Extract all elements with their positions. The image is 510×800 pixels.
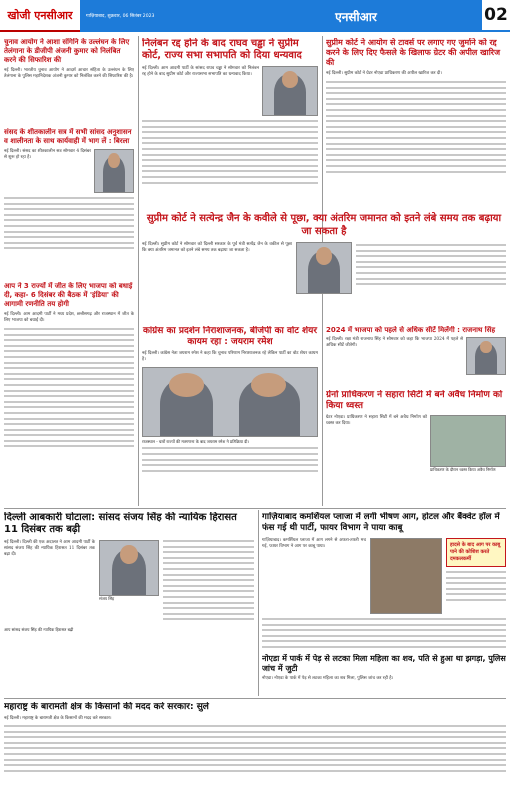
story-raghav-chadha (142, 38, 318, 206)
headline: चुनाव आयोग ने आशा संगिनि के उल्लंघन के लिए तेलंगाना के डीजीपी अंजनी कुमार को निलंबित करने की सिफारिश की (4, 38, 130, 64)
masthead (0, 0, 510, 32)
story-parliament-session (4, 128, 134, 276)
story-aap-india (4, 282, 134, 502)
column-divider (138, 36, 139, 506)
headline: महाराष्ट्र के बारामती क्षेत्र के किसानों की मदद करे सरकार: सुले (4, 702, 209, 712)
story-body: नई दिल्ली। संसद का शीतकालीन सत्र सोमवार 4 दिसंबर से शुरू हो रहा है। (4, 149, 91, 160)
headline: निलंबन रद्द होने के बाद राघव चड्ढा ने सुप्रीम कोर्ट, राज्य सभा सभापति को दिया धन्यवाद (142, 38, 302, 61)
boxed-note: हादसे के बाद आग पर काबू पाने की कोशिश करते दमकलकर्मी (446, 538, 506, 567)
photo-caption: राजस्थान - चारों राज्यों की मतगणना के बाद जयराम रमेश ने प्रतिक्रिया दी। (142, 439, 249, 444)
headline: सुप्रीम कोर्ट ने आयोग से टावर्स पर लगाए गए जुर्माने को रद्द करने के लिए दिए फैसले के खिलाफ ग्रेटर की अपील खारिज की (326, 38, 501, 67)
headline: 2024 में भाजपा को पहले से अधिक सीटें मिलेंगी : राजनाथ सिंह (326, 326, 496, 334)
story-congress (142, 326, 318, 506)
news-photo (99, 540, 159, 596)
headline: दिल्ली आबकारी घोटाला: सांसद संजय सिंह की न्यायिक हिरासत 11 दिसंबर तक बढ़ी (4, 512, 237, 535)
newspaper-brand: खोजी एनसीआर (0, 0, 80, 32)
section-divider (4, 508, 506, 509)
fire-photo (370, 538, 442, 614)
photo-caption: आप सांसद संजय सिंह की न्यायिक हिरासत बढ़ी (4, 626, 74, 632)
news-photo (94, 149, 134, 193)
story-body: नोएडा। नोएडा के पार्क में पेड़ से लटका महिला का शव मिला, पुलिस जांच कर रही है। (262, 676, 394, 681)
story-sanjay-singh (4, 512, 254, 696)
story-body: नई दिल्ली। सुप्रीम कोर्ट ने ग्रेटर नोएडा प्राधिकरण की अपील खारिज कर दी। (326, 71, 442, 76)
story-sc-towers (326, 38, 506, 208)
section-divider (4, 698, 506, 699)
story-body: नई दिल्ली। आम आदमी पार्टी के सांसद राघव चड्ढा ने सोमवार को निलंबन रद्द होने के बाद सुप्रीम कोर्ट और राज्यसभा सभापति का धन्यवाद किया। (142, 66, 259, 77)
photo-caption: संजय सिंह (99, 596, 115, 601)
story-body: ग्रेटर नोएडा। प्राधिकरण ने सहारा सिटी में बने अवैध निर्माण को ध्वस्त कर दिया। (326, 415, 427, 426)
page-number: 02 (482, 0, 510, 32)
story-baramati (4, 702, 506, 796)
story-rajnath (326, 326, 506, 388)
news-photo (262, 66, 318, 116)
headline: नोएडा में पार्क में पेड़ से लटका मिला महिला का शव, पति से हुआ था झगड़ा, पुलिस जांच में जुटी (262, 654, 506, 673)
story-body: गाज़ियाबाद। कमर्शियल प्लाजा में आग लगने से अफरा-तफरी मच गई, फायर विभाग ने आग पर काबू पाया। (262, 538, 366, 549)
story-body: नई दिल्ली। दिल्ली की एक अदालत ने आम आदमी पार्टी के सांसद संजय सिंह की न्यायिक हिरासत 11 दिसंबर तक बढ़ा दी। (4, 540, 95, 557)
masthead-bar (80, 0, 482, 32)
masthead-date: गाज़ियाबाद, शुक्रवार, 06 सितंबर 2023 (86, 13, 155, 19)
section-title: एनसीआर (335, 9, 377, 24)
story-body: नई दिल्ली। सुप्रीम कोर्ट ने सोमवार को दिल्ली सरकार के पूर्व मंत्री सत्येंद्र जैन के वकील से पूछा कि क्या अंतरिम जमानत को इतने लंबे समय तक बढ़ाया जा सकता है। (142, 242, 292, 253)
story-satyendar-jain (142, 212, 506, 322)
headline: सुप्रीम कोर्ट ने सत्येन्द्र जैन के कवीले से पूछा, क्या अंतरिम जमानत को इतने लंबे समय तक बढ़ाया जा सकता है (146, 213, 502, 237)
story-ec-telangana (4, 38, 134, 126)
story-noida-park (262, 654, 506, 696)
headline: आप ने 3 राज्यों में जीत के लिए भाजपा को बधाई दी, कहा- 6 दिसंबर की बैठक में 'इंडिया' की आगामी रणनीति तय होगी (4, 282, 133, 308)
story-body: नई दिल्ली। महाराष्ट्र के बारामती क्षेत्र के किसानों की मदद करे सरकार। (4, 716, 112, 721)
photo-caption: प्राधिकरण के दौरान ध्वस्त किया अवैध निर्माण (430, 467, 496, 472)
story-body: नई दिल्ली। कांग्रेस नेता जयराम रमेश ने कहा कि चुनाव परिणाम निराशाजनक रहे लेकिन पार्टी का वोट शेयर कायम है। (142, 351, 318, 362)
headline: गाज़ियाबाद कमर्शियल प्लाजा में लगी भीषण आग, होटल और बैंक्वेट हॉल में फंस गई थी पार्टी, फायर विभाग ने पाया काबू (262, 512, 500, 533)
story-body: नई दिल्ली। आम आदमी पार्टी ने मध्य प्रदेश, छत्तीसगढ़ और राजस्थान में जीत के लिए भाजपा को बधाई दी। (4, 312, 134, 323)
news-photo (142, 367, 318, 437)
headline: संसद के शीतकालीन सत्र में सभी सांसद अनुशासन व शालीनता के साथ कार्यवाही में भाग लें : बिरला (4, 128, 132, 145)
story-greno-demolition (326, 390, 506, 506)
headline: कांग्रेस का प्रदर्शन निराशाजनक, बीजेपी का वोट शेयर कायम रहा : जयराम रमेश (142, 326, 318, 347)
news-photo (296, 242, 352, 294)
demolition-photo (430, 415, 506, 467)
column-divider (258, 510, 259, 696)
story-body: नई दिल्ली। भारतीय चुनाव आयोग ने आदर्श आचार संहिता के उल्लंघन के लिए तेलंगाना के पुलिस महानिदेशक अंजनी कुमार को निलंबित करने की सिफारिश की है। (4, 68, 134, 79)
headline: ग्रेनो प्राधिकरण ने सहारा सिटी में बने अवैध निर्माण को किया ध्वस्त (326, 390, 503, 411)
story-body: नई दिल्ली। रक्षा मंत्री राजनाथ सिंह ने सोमवार को कहा कि भाजपा 2024 में पहले से अधिक सीटें जीतेगी। (326, 337, 463, 348)
news-photo (466, 337, 506, 375)
